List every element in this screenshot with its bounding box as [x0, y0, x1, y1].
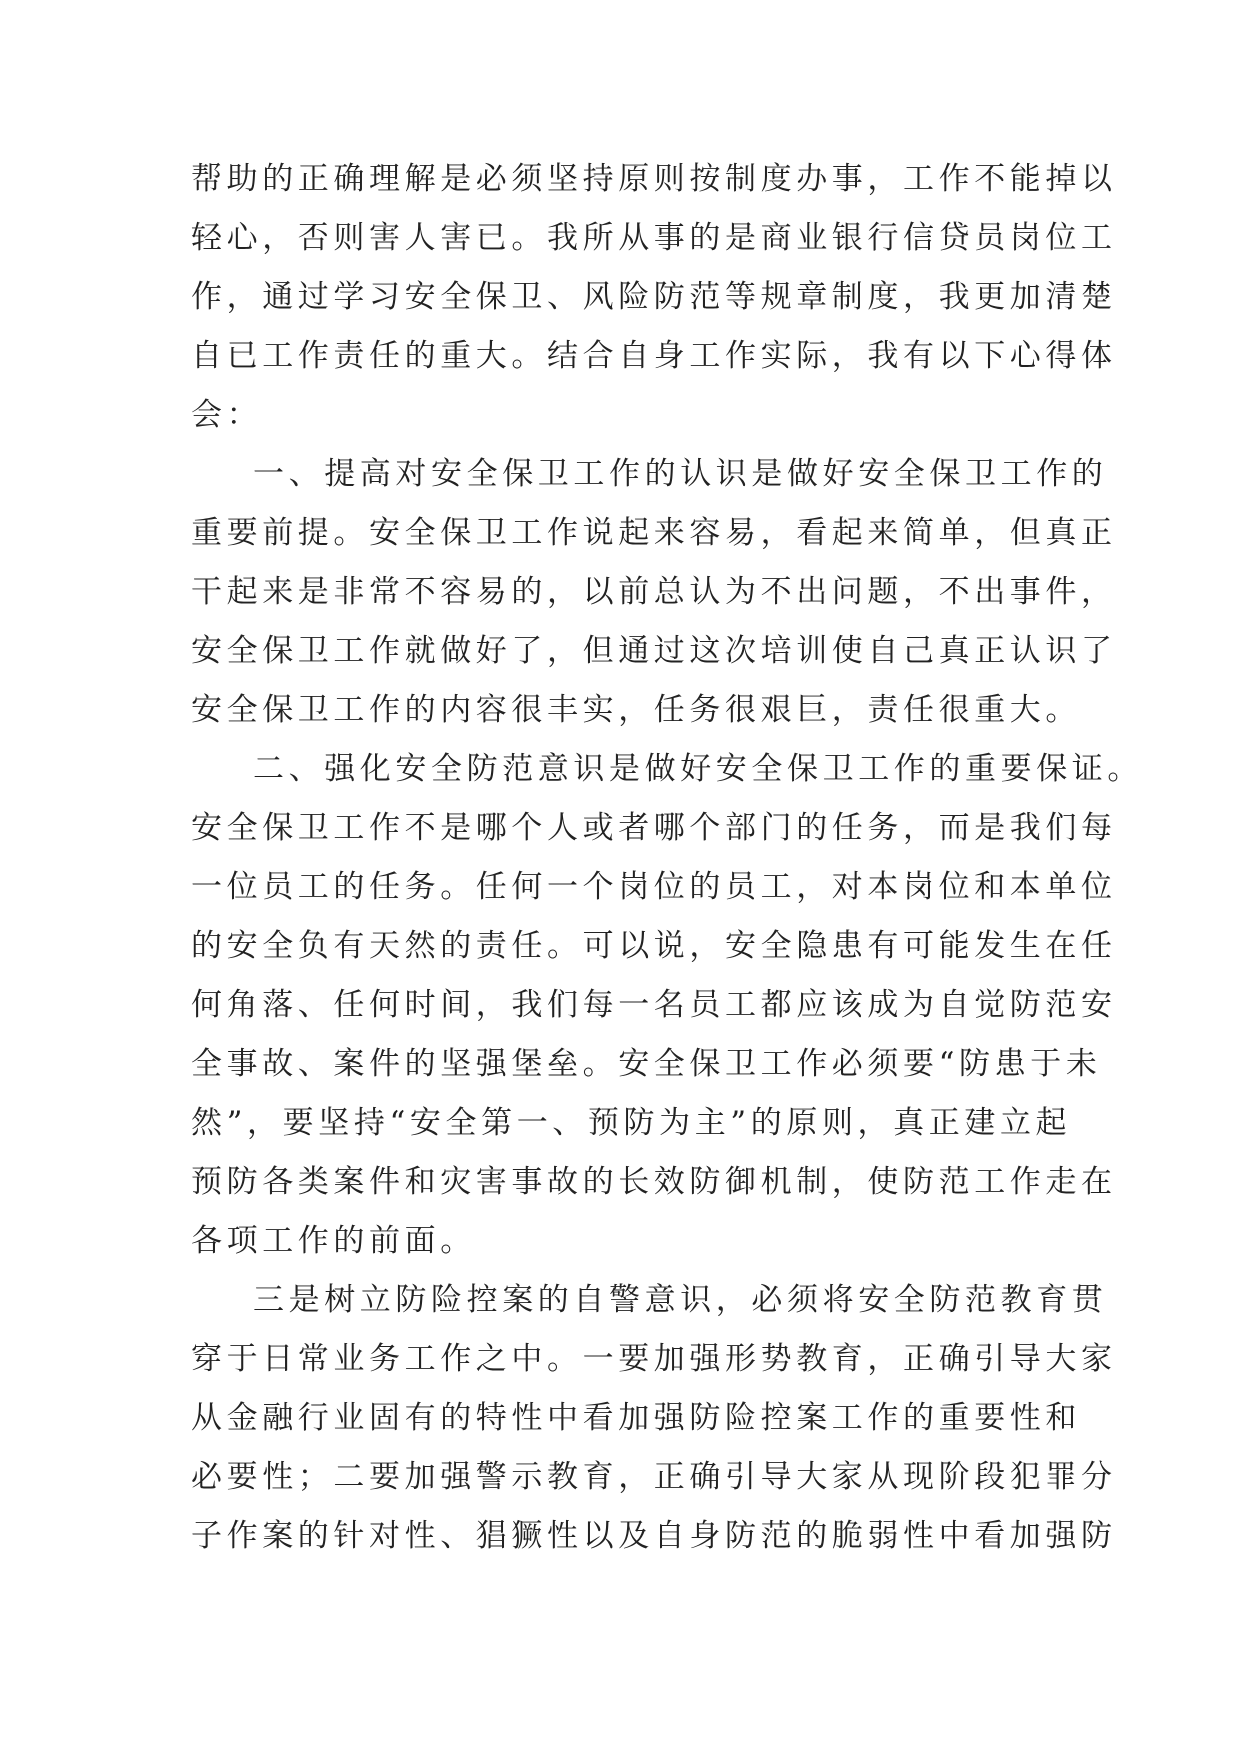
text-line: 轻心，否则害人害已。我所从事的是商业银行信贷员岗位工	[191, 220, 1117, 256]
text-line: 会：	[191, 397, 263, 433]
paragraph-start-line: 一、提高对安全保卫工作的认识是做好安全保卫工作的	[253, 456, 1108, 492]
text-line: 的安全负有天然的责任。可以说，安全隐患有可能发生在任	[191, 928, 1117, 964]
text-line: 自已工作责任的重大。结合自身工作实际，我有以下心得体	[191, 338, 1117, 374]
text-line: 重要前提。安全保卫工作说起来容易，看起来简单，但真正	[191, 515, 1117, 551]
text-line: 一位员工的任务。任何一个岗位的员工，对本岗位和本单位	[191, 869, 1117, 905]
text-line: 从金融行业固有的特性中看加强防险控案工作的重要性和	[191, 1400, 1081, 1436]
text-line: 预防各类案件和灾害事故的长效防御机制，使防范工作走在	[191, 1164, 1117, 1200]
text-line: 子作案的针对性、猖獗性以及自身防范的脆弱性中看加强防	[191, 1518, 1117, 1554]
text-line: 何角落、任何时间，我们每一名员工都应该成为自觉防范安	[191, 987, 1117, 1023]
text-line: 安全保卫工作的内容很丰实，任务很艰巨，责任很重大。	[191, 692, 1081, 728]
text-line: 安全保卫工作就做好了，但通过这次培训使自己真正认识了	[191, 633, 1117, 669]
text-line: 作，通过学习安全保卫、风险防范等规章制度，我更加清楚	[191, 279, 1117, 315]
text-line: 必要性；二要加强警示教育，正确引导大家从现阶段犯罪分	[191, 1459, 1117, 1495]
text-line: 帮助的正确理解是必须坚持原则按制度办事，工作不能掉以	[191, 161, 1117, 197]
text-line: 然”，要坚持“安全第一、预防为主”的原则，真正建立起	[191, 1105, 1072, 1141]
body-text	[191, 150, 1143, 1566]
paragraph-start-line: 三是树立防险控案的自警意识，必须将安全防范教育贯	[253, 1282, 1108, 1318]
text-line: 穿于日常业务工作之中。一要加强形势教育，正确引导大家	[191, 1341, 1117, 1377]
text-line: 全事故、案件的坚强堡垒。安全保卫工作必须要“防患于未	[191, 1046, 1102, 1082]
paragraph-start-line: 二、强化安全防范意识是做好安全保卫工作的重要保证。	[253, 751, 1143, 787]
text-line: 安全保卫工作不是哪个人或者哪个部门的任务，而是我们每	[191, 810, 1117, 846]
text-line: 干起来是非常不容易的，以前总认为不出问题，不出事件，	[191, 574, 1117, 610]
text-line: 各项工作的前面。	[191, 1223, 476, 1259]
